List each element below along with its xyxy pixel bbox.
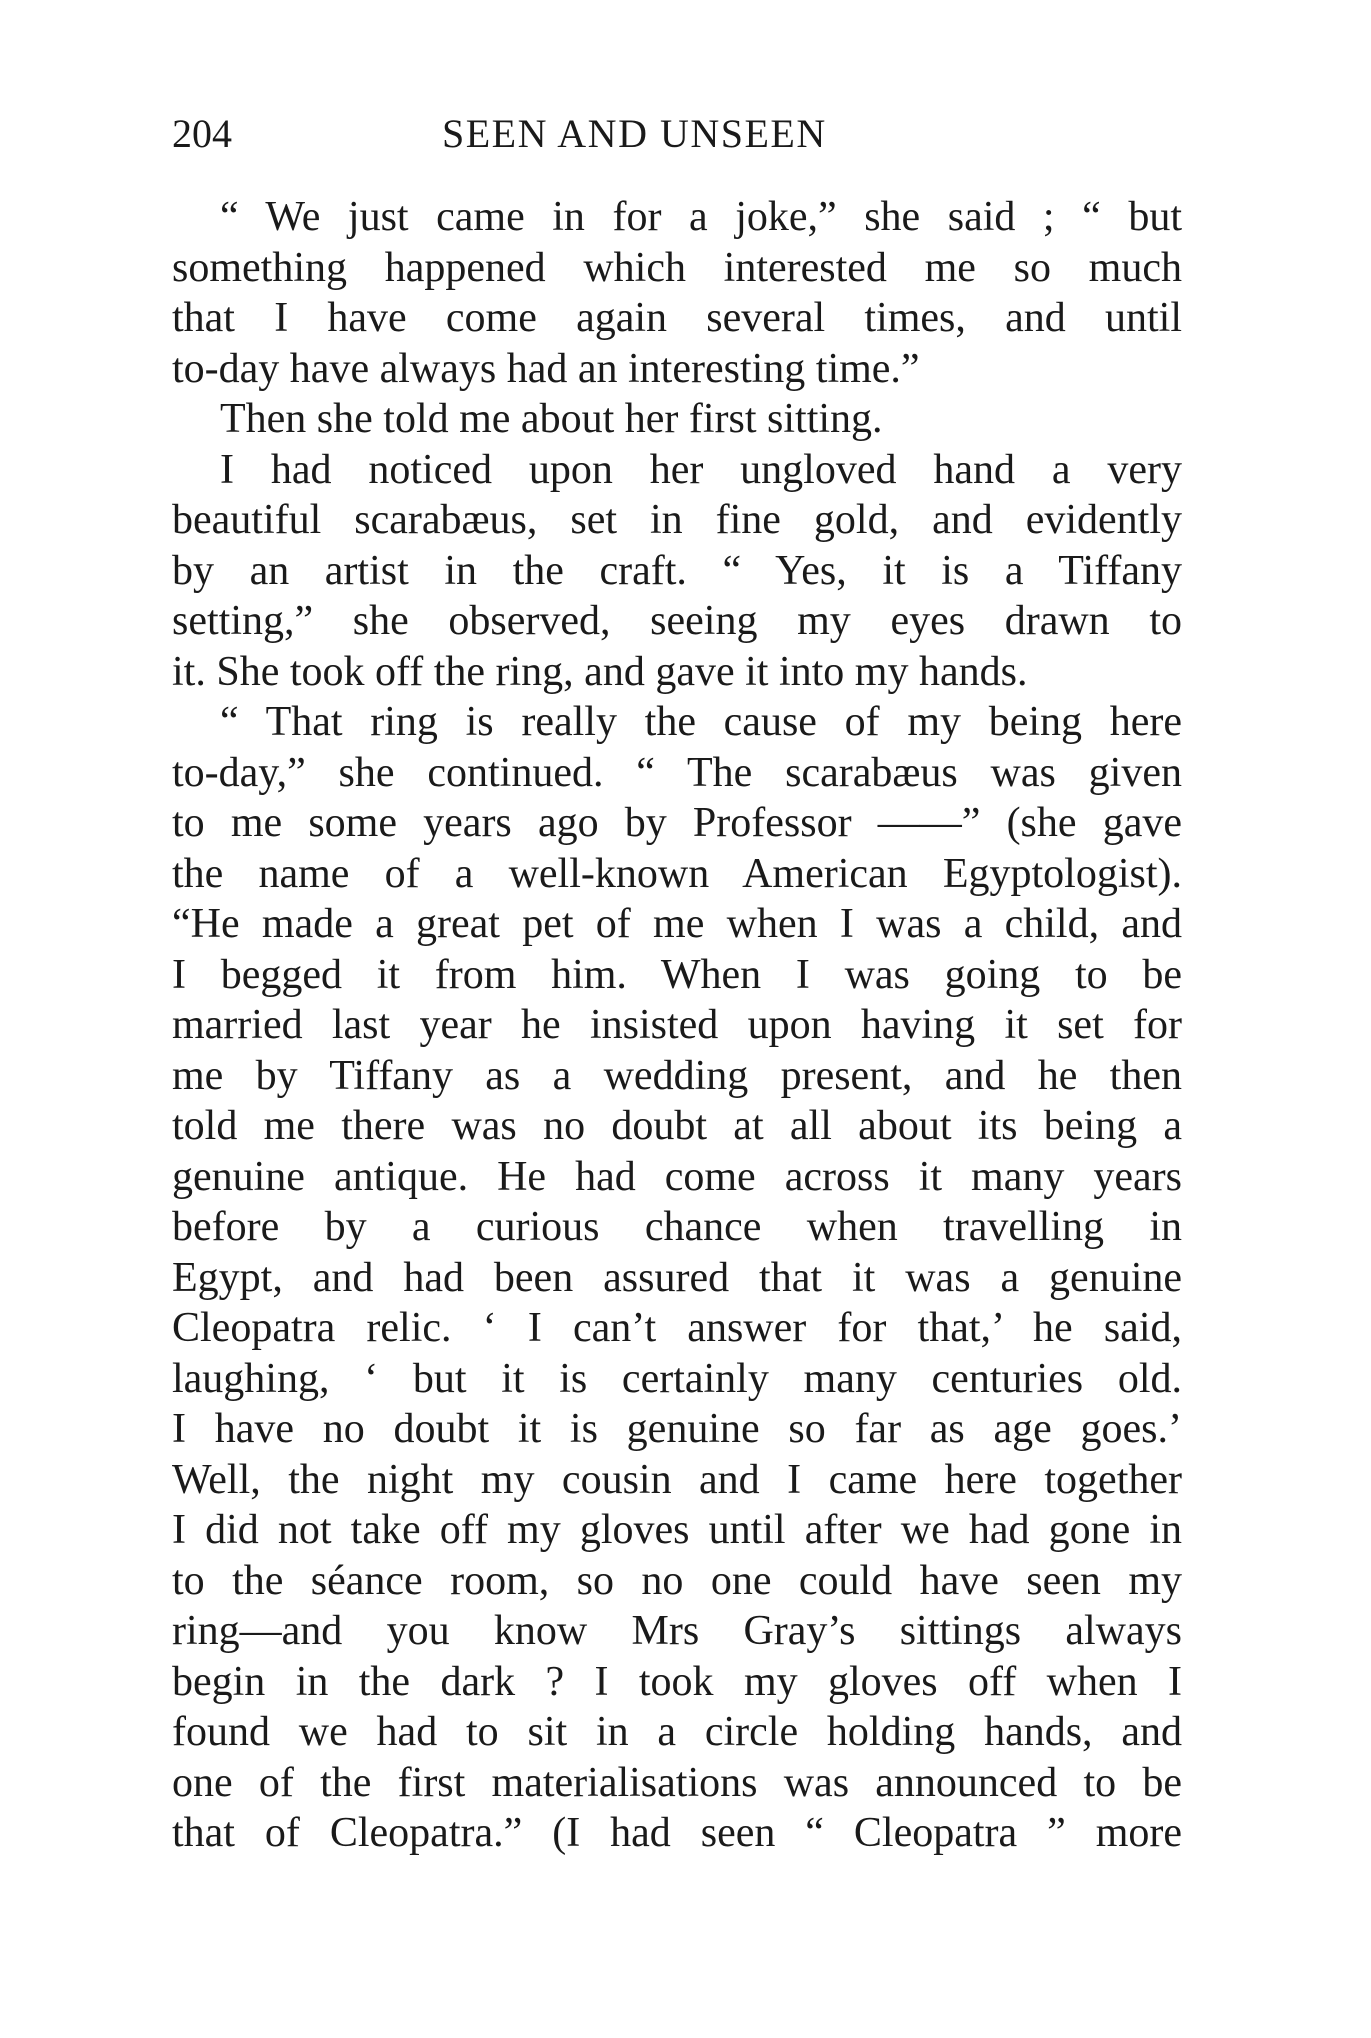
text-line: before by a curious chance when travelling in	[172, 1204, 1182, 1250]
text-line: the name of a well-known American Egyptologist).	[172, 850, 1182, 897]
text-line: “ That ring is really the cause of my being here	[220, 699, 1182, 745]
text-line: to the séance room, so no one could have seen my	[172, 1557, 1182, 1604]
text-line: to-day have always had an interesting time.”	[172, 345, 920, 392]
text-line: it. She took off the ring, and gave it into my hands.	[172, 648, 1028, 695]
body-text	[172, 192, 1182, 1859]
text-line: “ We just came in for a joke,” she said ; “ but	[220, 194, 1182, 240]
page-number: 204	[172, 111, 232, 156]
text-line: beautiful scarabæus, set in fine gold, and evidently	[172, 497, 1182, 543]
text-line: I begged it from him. When I was going to be	[172, 951, 1182, 998]
text-line: I had noticed upon her ungloved hand a very	[220, 446, 1182, 493]
text-line: that I have come again several times, and until	[172, 295, 1182, 341]
text-line: to me some years ago by Professor ——” (she gave	[172, 800, 1182, 846]
text-line: me by Tiffany as a wedding present, and he then	[172, 1052, 1182, 1099]
text-line: to-day,” she continued. “ The scarabæus was given	[172, 749, 1182, 796]
text-line: told me there was no doubt at all about its being a	[172, 1103, 1182, 1149]
text-line: setting,” she observed, seeing my eyes drawn to	[172, 598, 1182, 644]
text-line: begin in the dark ? I took my gloves off when I	[172, 1658, 1182, 1705]
text-line: Cleopatra relic. ‘ I can’t answer for that,’ he said,	[172, 1305, 1182, 1351]
text-line: one of the first materialisations was announced to be	[172, 1759, 1182, 1806]
text-line: I have no doubt it is genuine so far as age goes.’	[172, 1406, 1182, 1452]
text-line: Then she told me about her first sitting.	[220, 396, 883, 442]
text-line: by an artist in the craft. “ Yes, it is a Tiffany	[172, 547, 1182, 594]
text-line: laughing, ‘ but it is certainly many centuries old.	[172, 1355, 1182, 1402]
text-line: I did not take off my gloves until after we had gone in	[172, 1507, 1182, 1553]
text-line: that of Cleopatra.” (I had seen “ Cleopatra ” more	[172, 1810, 1182, 1856]
running-title: SEEN AND UNSEEN	[442, 111, 827, 156]
text-line: something happened which interested me so much	[172, 244, 1182, 291]
running-head	[172, 110, 1182, 170]
text-line: married last year he insisted upon having it set for	[172, 1002, 1182, 1048]
text-line: “He made a great pet of me when I was a child, and	[172, 901, 1182, 947]
text-line: genuine antique. He had come across it many years	[172, 1153, 1182, 1200]
text-line: ring—and you know Mrs Gray’s sittings always	[172, 1608, 1182, 1654]
text-line: Well, the night my cousin and I came here together	[172, 1456, 1182, 1503]
text-line: found we had to sit in a circle holding hands, and	[172, 1709, 1182, 1755]
text-line: Egypt, and had been assured that it was a genuine	[172, 1254, 1182, 1301]
